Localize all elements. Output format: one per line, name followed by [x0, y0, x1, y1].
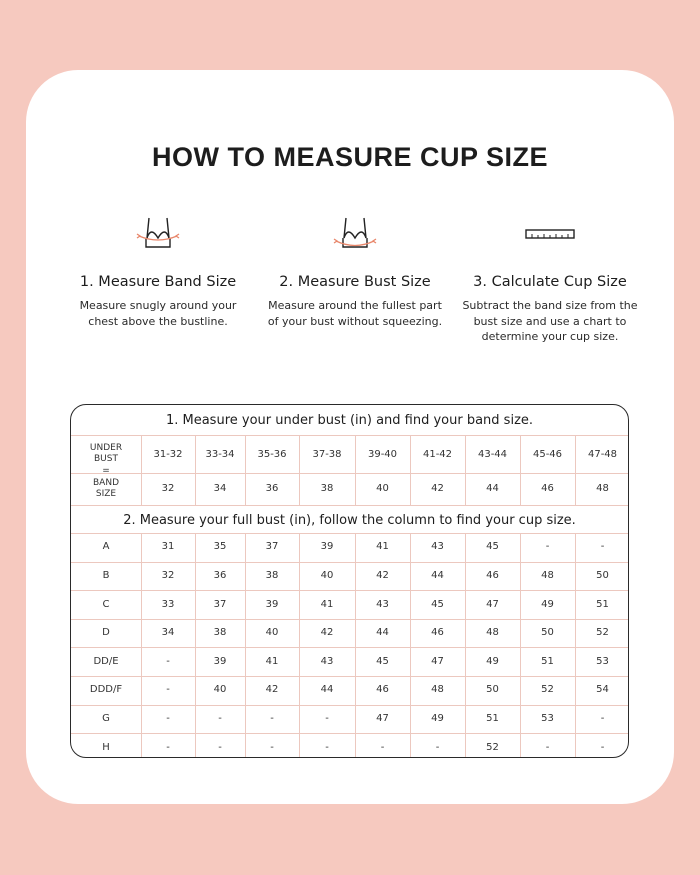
cup-label: A [102, 541, 110, 553]
band-size-value: 40 [376, 483, 389, 494]
bust-size-value: 47 [376, 712, 389, 724]
bust-size-value: 49 [431, 712, 444, 724]
grid-line [71, 505, 628, 506]
grid-line [141, 533, 142, 758]
bust-size-value: 37 [265, 541, 279, 553]
cup-label: H [102, 741, 110, 753]
bust-size-value: 48 [486, 627, 499, 639]
grid-line [245, 435, 246, 505]
bust-size-value: - [270, 712, 274, 724]
underbust-value: 31-32 [153, 449, 183, 460]
bust-size-value: - [166, 712, 170, 724]
size-chart [70, 404, 629, 758]
bust-size-value: 46 [486, 569, 499, 581]
underbust-value: 39-40 [367, 449, 398, 460]
chart-header-cup: 2. Measure your full bust (in), follow the column to find your cup size. [123, 513, 576, 528]
bust-size-value: 51 [596, 598, 609, 610]
step-measure-band [68, 210, 248, 329]
bust-size-value: 43 [376, 598, 389, 610]
bust-size-value: 36 [213, 569, 227, 581]
grid-line [520, 533, 521, 758]
bust-size-value: - [545, 741, 550, 753]
cup-label: D [102, 627, 110, 639]
bust-size-value: 42 [376, 569, 389, 581]
bust-size-value: - [325, 712, 329, 724]
bust-size-value: 42 [320, 627, 334, 639]
bust-size-value: 45 [486, 541, 499, 553]
underbust-value: 45-46 [532, 449, 563, 460]
bust-size-value: - [166, 741, 170, 753]
bust-size-value: 51 [541, 655, 554, 667]
grid-line [245, 533, 246, 758]
page-title: HOW TO MEASURE CUP SIZE [151, 142, 549, 172]
grid-line [71, 562, 628, 563]
band-size-value: 46 [541, 483, 554, 494]
bust-size-value: 53 [541, 712, 554, 724]
bust-size-value: - [218, 712, 222, 724]
cup-label: B [102, 569, 110, 581]
bust-size-value: - [270, 741, 274, 753]
equals-label: = [102, 466, 110, 476]
bust-size-value: - [166, 684, 170, 696]
bust-size-value: 48 [431, 684, 444, 696]
cup-label: C [102, 598, 110, 610]
grid-line [575, 435, 576, 505]
bust-size-value: 52 [486, 741, 499, 753]
grid-line [71, 733, 628, 734]
bra-bust-measure-icon [265, 210, 445, 258]
bust-size-value: - [166, 655, 170, 667]
grid-line [520, 435, 521, 505]
bust-size-value: 54 [596, 684, 609, 696]
bust-size-value: 49 [486, 655, 499, 667]
grid-line [195, 533, 196, 758]
bust-size-value: 46 [376, 684, 389, 696]
step-description: Measure around the fullest part of your bust without squeezing. [267, 299, 443, 328]
ruler-icon [460, 210, 640, 258]
grid-line [410, 435, 411, 505]
bust-size-value: 41 [265, 655, 279, 667]
underbust-value: 47-48 [587, 449, 618, 460]
bust-size-value: - [218, 741, 222, 753]
bust-size-value: - [325, 741, 329, 753]
bra-band-measure-icon [68, 210, 248, 258]
bust-size-value: 44 [431, 569, 444, 581]
bust-size-value: 50 [596, 569, 609, 581]
grid-line [71, 590, 628, 591]
grid-line [355, 435, 356, 505]
band-size-value: 34 [213, 483, 227, 494]
bust-size-value: 44 [376, 627, 389, 639]
bust-size-value: 34 [161, 627, 175, 639]
underbust-band-label [71, 443, 141, 500]
bust-size-value: 47 [486, 598, 499, 610]
grid-line [465, 533, 466, 758]
band-size-value: 38 [320, 483, 334, 494]
bust-size-value: 41 [320, 598, 334, 610]
grid-line [299, 435, 300, 505]
grid-line [465, 435, 466, 505]
band-size-value: 42 [431, 483, 444, 494]
band-size-value: 32 [161, 483, 175, 494]
bust-size-value: 45 [431, 598, 444, 610]
band-size-value: 44 [486, 483, 499, 494]
bust-size-value: 39 [265, 598, 279, 610]
bust-size-value: 43 [320, 655, 334, 667]
grid-line [71, 435, 628, 436]
bust-size-value: 52 [541, 684, 554, 696]
bust-size-value: 39 [213, 655, 227, 667]
cup-label: DDD/F [89, 684, 123, 696]
bust-size-value: 40 [265, 627, 279, 639]
underbust-value: 37-38 [312, 449, 342, 460]
grid-line [141, 435, 142, 505]
bust-size-value: - [435, 741, 440, 753]
bust-size-value: 52 [596, 627, 609, 639]
bust-size-value: - [545, 541, 550, 553]
bust-size-value: 45 [376, 655, 389, 667]
bust-size-value: - [380, 741, 385, 753]
bust-size-value: 41 [376, 541, 389, 553]
grid-line [575, 533, 576, 758]
bust-size-value: 38 [265, 569, 279, 581]
grid-line [71, 619, 628, 620]
grid-line [71, 473, 628, 474]
bust-size-value: 40 [213, 684, 227, 696]
bust-size-value: 40 [320, 569, 334, 581]
bust-size-value: 48 [541, 569, 554, 581]
band-label: BAND SIZE [93, 478, 119, 499]
grid-line [299, 533, 300, 758]
cup-label: DD/E [93, 655, 119, 667]
underbust-value: 33-34 [205, 449, 235, 460]
bust-size-value: 49 [541, 598, 554, 610]
grid-line [71, 705, 628, 706]
underbust-label: UNDER BUST [89, 443, 123, 464]
grid-line [71, 533, 628, 534]
grid-line [71, 647, 628, 648]
chart-header-band: 1. Measure your under bust (in) and find your band size. [165, 413, 534, 428]
bust-size-value: - [600, 541, 605, 553]
step-description: Measure snugly around your chest above the bustline. [79, 299, 237, 328]
grid-line [355, 533, 356, 758]
cup-label: G [102, 712, 110, 724]
bust-size-value: 31 [161, 541, 175, 553]
step-calculate-cup [460, 210, 640, 345]
grid-line [195, 435, 196, 505]
bust-size-value: 53 [596, 655, 609, 667]
step-measure-bust [265, 210, 445, 329]
bust-size-value: - [600, 712, 605, 724]
bust-size-value: 42 [265, 684, 279, 696]
bust-size-value: 35 [213, 541, 227, 553]
band-size-value: 48 [596, 483, 609, 494]
step-title: 2. Measure Bust Size [279, 274, 431, 290]
underbust-value: 41-42 [422, 449, 453, 460]
bust-size-value: 39 [320, 541, 334, 553]
step-title: 3. Calculate Cup Size [473, 274, 627, 290]
bust-size-value: 47 [431, 655, 444, 667]
grid-line [410, 533, 411, 758]
band-size-value: 36 [265, 483, 279, 494]
bust-size-value: - [600, 741, 605, 753]
underbust-value: 35-36 [257, 449, 287, 460]
bust-size-value: 44 [320, 684, 334, 696]
bust-size-value: 33 [161, 598, 175, 610]
bust-size-value: 37 [213, 598, 227, 610]
step-description: Subtract the band size from the bust size and use a chart to determine your cup size. [462, 299, 638, 343]
bust-size-value: 43 [431, 541, 444, 553]
bust-size-value: 50 [541, 627, 554, 639]
grid-line [71, 676, 628, 677]
bust-size-value: 38 [213, 627, 227, 639]
bust-size-value: 51 [486, 712, 499, 724]
underbust-value: 43-44 [477, 449, 508, 460]
bust-size-value: 50 [486, 684, 499, 696]
bust-size-value: 32 [161, 569, 175, 581]
bust-size-value: 46 [431, 627, 444, 639]
step-title: 1. Measure Band Size [79, 274, 237, 290]
